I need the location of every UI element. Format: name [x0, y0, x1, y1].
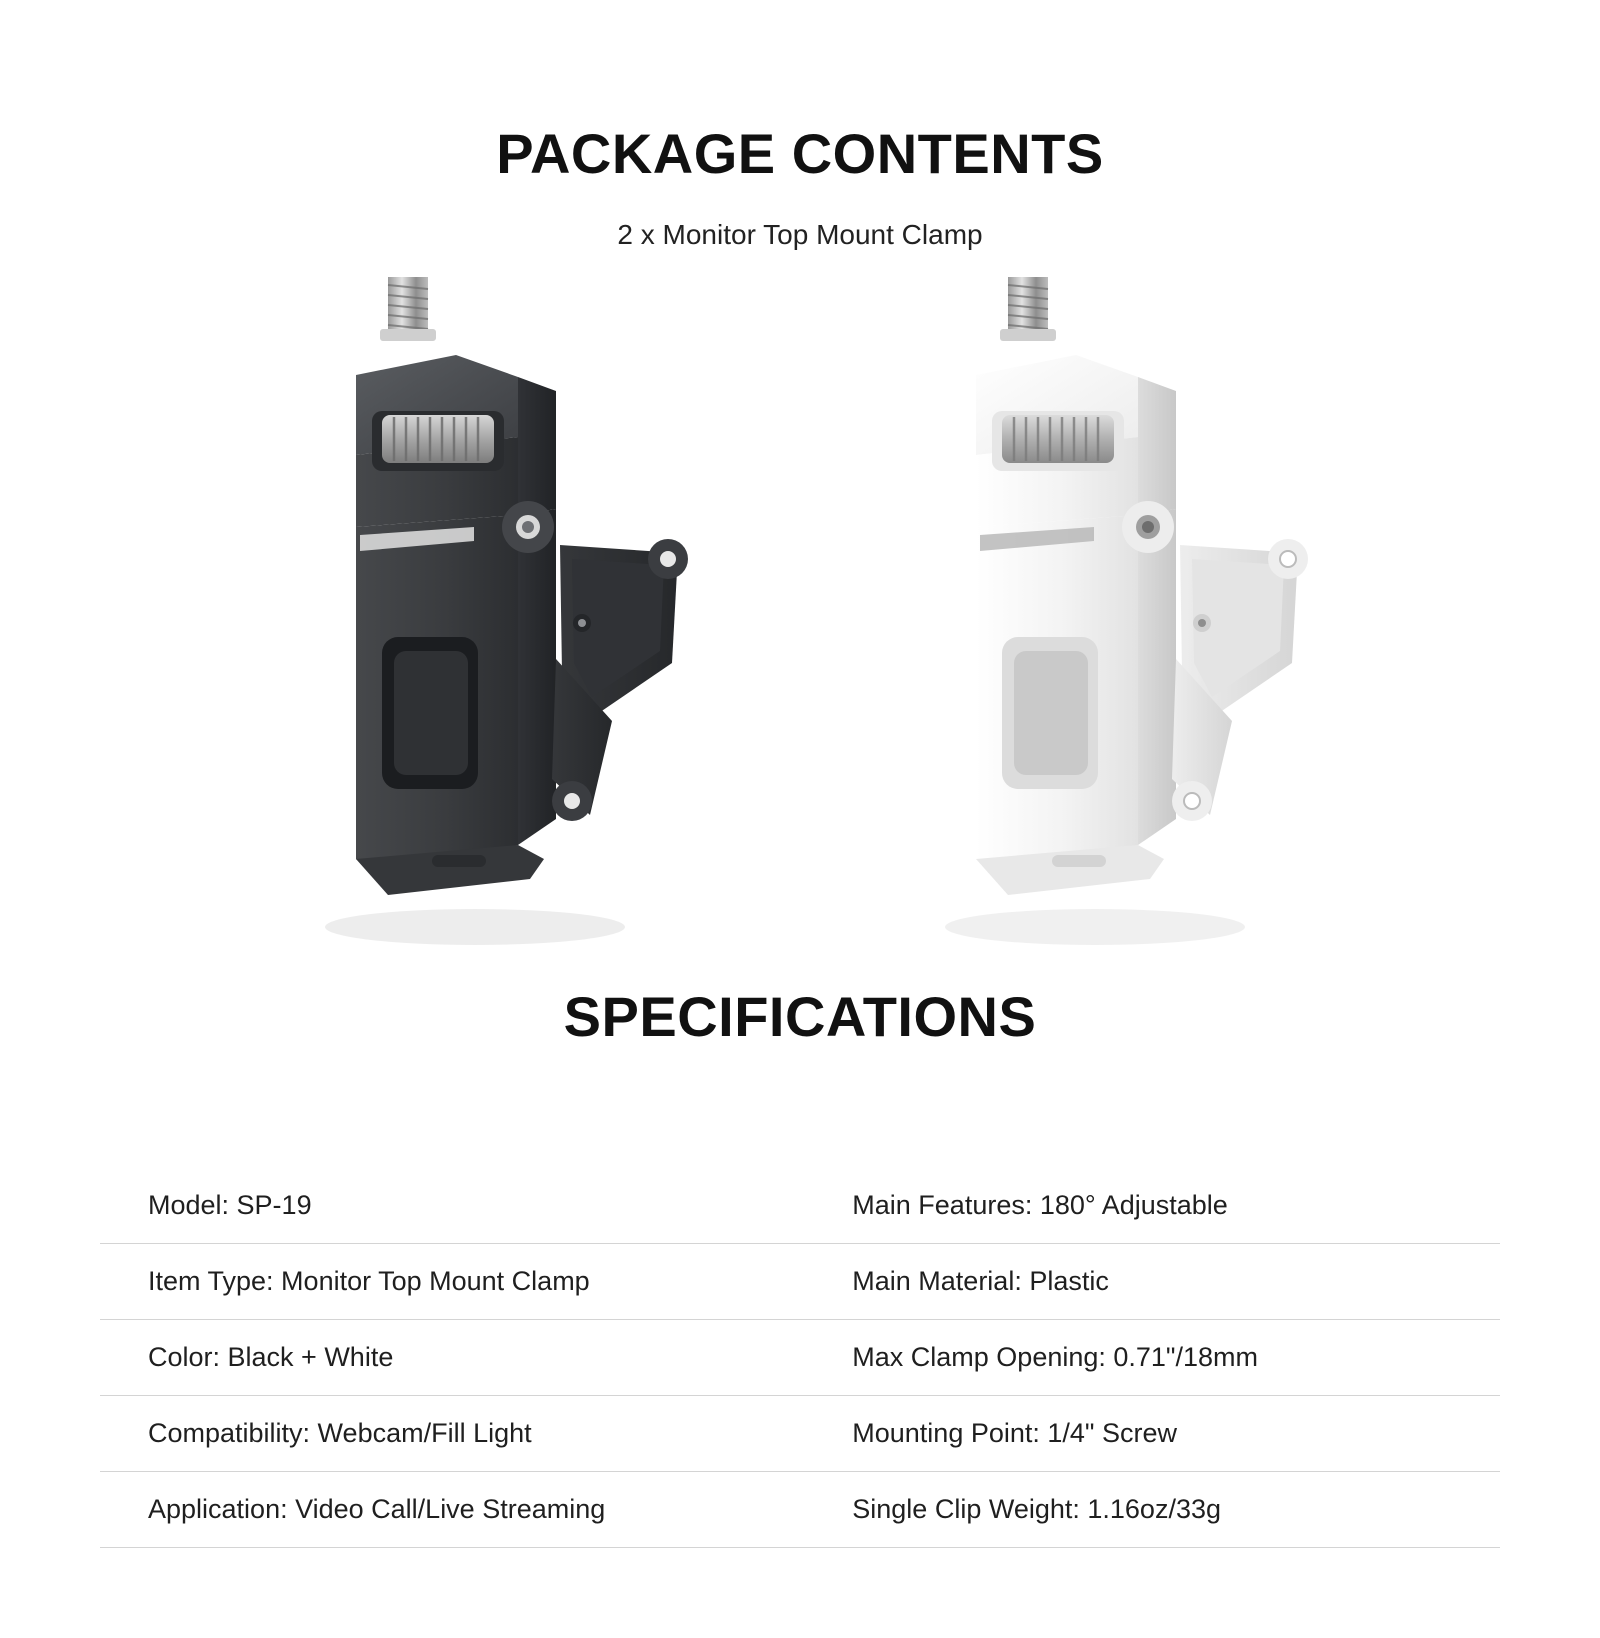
specifications-table	[100, 1178, 1500, 1548]
arm-end-pad-mid	[1193, 614, 1211, 632]
spec-cell: Item Type: Monitor Top Mount Clamp	[100, 1243, 796, 1319]
screw-thread	[1000, 277, 1056, 341]
spec-cell: Main Material: Plastic	[796, 1243, 1500, 1319]
product-images	[0, 259, 1600, 979]
spec-cell: Single Clip Weight: 1.16oz/33g	[796, 1471, 1500, 1547]
arm-end-pad-top	[648, 539, 688, 579]
pivot-hinge	[502, 501, 554, 553]
spec-cell: Application: Video Call/Live Streaming	[100, 1471, 796, 1547]
table-row	[100, 1243, 1500, 1319]
package-contents-subtitle: 2 x Monitor Top Mount Clamp	[617, 219, 983, 251]
spec-cell: Main Features: 180° Adjustable	[796, 1178, 1500, 1244]
table-row	[100, 1471, 1500, 1547]
product-info-page	[0, 38, 1600, 1638]
pivot-hinge	[1122, 501, 1174, 553]
black-clamp-image	[260, 259, 720, 979]
arm-end-pad-bottom	[552, 781, 592, 821]
table-row	[100, 1319, 1500, 1395]
white-clamp-illustration	[880, 259, 1340, 979]
arm-end-pad-bottom	[1172, 781, 1212, 821]
table-row	[100, 1395, 1500, 1471]
adjustment-knob	[992, 411, 1124, 471]
spec-cell: Max Clamp Opening: 0.71"/18mm	[796, 1319, 1500, 1395]
table-row	[100, 1178, 1500, 1244]
adjustment-knob	[372, 411, 504, 471]
arm-end-pad-mid	[573, 614, 591, 632]
white-clamp-image	[880, 259, 1340, 979]
specifications-title: SPECIFICATIONS	[563, 985, 1037, 1049]
spec-cell: Compatibility: Webcam/Fill Light	[100, 1395, 796, 1471]
page-title: PACKAGE CONTENTS	[496, 121, 1104, 185]
specifications-section	[100, 1178, 1500, 1548]
arm-end-pad-top	[1268, 539, 1308, 579]
black-clamp-illustration	[260, 259, 720, 979]
spec-cell: Color: Black + White	[100, 1319, 796, 1395]
spec-cell: Mounting Point: 1/4" Screw	[796, 1395, 1500, 1471]
screw-thread	[380, 277, 436, 341]
spec-cell: Model: SP-19	[100, 1178, 796, 1244]
